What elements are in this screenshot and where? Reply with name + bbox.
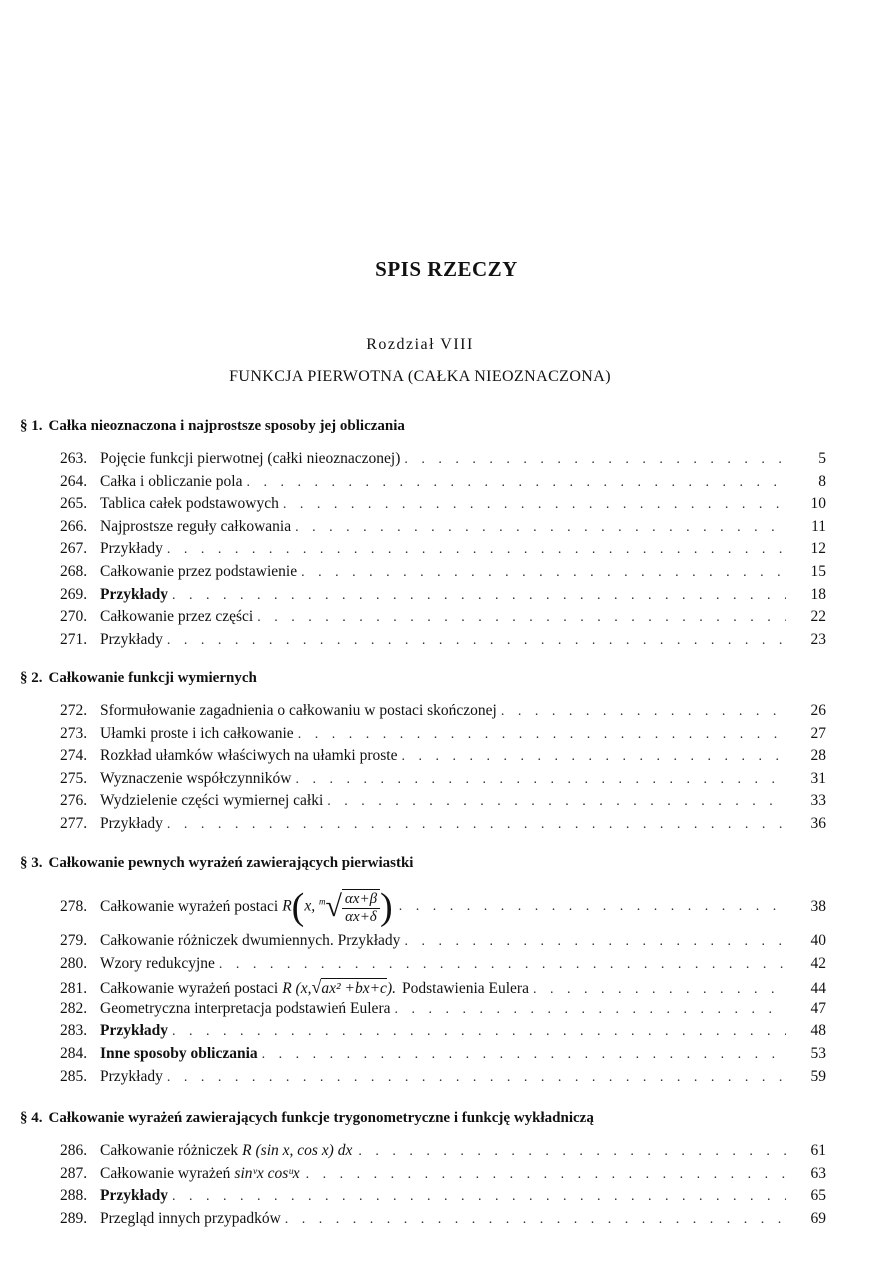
entry-number: 268. <box>60 562 88 580</box>
entry-label-after: Podstawienia Eulera <box>401 980 529 998</box>
chapter-title: FUNKCJA PIERWOTNA (CAŁKA NIEOZNACZONA) <box>229 368 611 385</box>
entry-label: Całkowanie różniczek dwumiennych. Przykłady <box>100 932 401 949</box>
entry-label: Geometryczna interpretacja podstawień Eulera <box>100 999 391 1017</box>
fraction-numerator: αx+β <box>342 891 380 909</box>
entry-page: 23 <box>810 630 826 648</box>
chapter-label: Rozdział VIII <box>366 336 474 353</box>
entry-label: Ułamki proste i ich całkowanie <box>100 724 294 742</box>
root-index: m <box>318 896 326 907</box>
entry-label: Tablica całek podstawowych <box>100 495 279 513</box>
fraction <box>342 889 380 926</box>
leader-dots <box>404 452 786 468</box>
entry-label: Rozkład ułamków właściwych na ułamki proste <box>100 747 398 765</box>
entry-number: 271. <box>60 630 88 648</box>
toc-entry[interactable] <box>60 1142 826 1165</box>
section-heading <box>20 1110 594 1127</box>
entry-page: 15 <box>810 562 826 580</box>
entry-page: 40 <box>810 932 826 949</box>
entry-label: Inne sposoby obliczania <box>100 1044 258 1062</box>
toc-entry[interactable] <box>60 1045 826 1068</box>
entry-page: 61 <box>810 1142 826 1159</box>
leader-dots <box>285 1212 786 1228</box>
entry-page: 18 <box>810 585 826 603</box>
toc-entry[interactable] <box>60 882 826 932</box>
entry-page: 44 <box>810 980 826 998</box>
toc-entry[interactable] <box>60 1165 826 1188</box>
entry-label: Całkowanie przez podstawienie <box>100 562 298 580</box>
entry-page: 31 <box>810 769 826 787</box>
toc-entry[interactable] <box>60 518 826 541</box>
leader-dots <box>394 1002 786 1018</box>
entry-page: 12 <box>810 540 826 558</box>
leader-dots <box>358 1144 786 1160</box>
entry-number: 270. <box>60 608 88 626</box>
right-paren: ) <box>380 886 393 928</box>
formula-suffix: ). <box>386 980 396 998</box>
toc-entry[interactable] <box>60 792 826 815</box>
entry-page: 63 <box>810 1164 826 1182</box>
entry-label: Najprostsze reguły całkowania <box>100 517 292 535</box>
section-heading <box>20 418 405 435</box>
entry-page: 38 <box>810 898 826 915</box>
entry-number: 289. <box>60 1209 88 1227</box>
entry-number: 263. <box>60 450 88 467</box>
entry-label: Całkowanie wyrażeń postaci <box>100 980 279 998</box>
fraction-denominator: αx+δ <box>345 908 377 925</box>
leader-dots <box>301 565 786 581</box>
leader-dots <box>167 542 786 558</box>
entry-label: Całkowanie wyrażeń postaci <box>100 898 279 915</box>
entry-number: 267. <box>60 540 88 558</box>
formula-symbol: R <box>282 897 292 915</box>
leader-dots <box>283 497 786 513</box>
leader-dots <box>262 1047 786 1063</box>
leader-dots <box>257 610 786 626</box>
entry-page: 8 <box>818 472 826 490</box>
section-title: Całkowanie wyrażeń zawierających funkcje trygonometryczne i funkcję wykładniczą <box>48 1110 594 1126</box>
entry-label: Wzory redukcyjne <box>100 954 215 972</box>
toc-entry[interactable] <box>60 1022 826 1045</box>
entry-page: 36 <box>810 814 826 832</box>
toc-entry[interactable] <box>60 747 826 770</box>
leader-dots <box>167 817 786 833</box>
entry-number: 276. <box>60 792 88 810</box>
entry-number: 266. <box>60 517 88 535</box>
toc-entry[interactable] <box>60 495 826 518</box>
entry-number: 272. <box>60 702 88 719</box>
entry-page: 28 <box>810 747 826 765</box>
left-paren: ( <box>291 886 305 928</box>
toc-entry[interactable] <box>60 631 826 654</box>
section-title: Całkowanie pewnych wyrażeń zawierających pierwiastki <box>48 855 414 871</box>
entry-number: 277. <box>60 814 88 832</box>
entry-page: 47 <box>810 999 826 1017</box>
entry-number: 264. <box>60 472 88 490</box>
entry-label: Pojęcie funkcji pierwotnej (całki nieoznaczonej) <box>100 450 401 467</box>
entry-label: Wydzielenie części wymiernej całki <box>100 792 324 810</box>
entry-page: 11 <box>811 517 826 535</box>
toc-entry[interactable] <box>60 563 826 586</box>
entry-label: Całkowanie wyrażeń <box>100 1164 231 1182</box>
entry-label: Całka i obliczanie pola <box>100 472 243 490</box>
section-entries <box>60 450 826 653</box>
entry-label: Przykłady <box>100 540 163 558</box>
entry-label: Całkowanie przez części <box>100 608 254 626</box>
entry-page: 5 <box>818 450 826 467</box>
entry-number: 275. <box>60 769 88 787</box>
entry-label: Wyznaczenie współczynników <box>100 769 292 787</box>
section-title: Całkowanie funkcji wymiernych <box>48 670 257 686</box>
entry-label: Przykłady <box>100 1187 169 1205</box>
entry-page: 27 <box>810 724 826 742</box>
toc-entry[interactable] <box>60 586 826 609</box>
formula-prefix: R (x, <box>282 980 312 998</box>
leader-dots <box>172 1189 786 1205</box>
toc-entry[interactable] <box>60 450 826 473</box>
section-entries <box>60 1142 826 1232</box>
section-number: § 1. <box>20 418 43 434</box>
section-entries <box>60 702 826 838</box>
leader-dots <box>219 957 786 973</box>
entry-number: 284. <box>60 1044 88 1062</box>
entry-page: 65 <box>810 1187 826 1205</box>
formula-variable: x, <box>304 897 316 915</box>
entry-number: 265. <box>60 495 88 513</box>
leader-dots <box>172 1024 786 1040</box>
entry-number: 279. <box>60 932 88 949</box>
toc-entry[interactable] <box>60 815 826 838</box>
root-sign: √ <box>311 977 322 998</box>
section-number: § 2. <box>20 670 43 686</box>
toc-entry[interactable] <box>60 473 826 496</box>
entry-page: 48 <box>810 1022 826 1040</box>
entry-number: 269. <box>60 585 88 603</box>
formula <box>282 888 399 926</box>
entry-label: Przykłady <box>100 814 163 832</box>
entry-label: Przykłady <box>100 630 163 648</box>
entry-number: 281. <box>60 980 88 998</box>
toc-entry[interactable] <box>60 608 826 631</box>
section-entries <box>60 882 826 1090</box>
entry-label: Całkowanie różniczek <box>100 1142 239 1159</box>
section-number: § 3. <box>20 855 43 871</box>
formula: sinᵛx cosᵘx <box>234 1164 300 1182</box>
entry-label: Przegląd innych przypadków <box>100 1209 281 1227</box>
leader-dots <box>298 727 786 743</box>
root-sign: √ <box>325 890 342 923</box>
entry-page: 10 <box>810 495 826 513</box>
leader-dots <box>167 1070 786 1086</box>
toc-entry[interactable] <box>60 725 826 748</box>
entry-page: 69 <box>810 1209 826 1227</box>
section-number: § 4. <box>20 1110 43 1126</box>
toc-entry[interactable] <box>60 1068 826 1091</box>
entry-number: 285. <box>60 1067 88 1085</box>
entry-number: 282. <box>60 999 88 1017</box>
section-heading <box>20 670 257 687</box>
leader-dots <box>172 588 786 604</box>
leader-dots <box>533 982 786 998</box>
entry-number: 273. <box>60 724 88 742</box>
formula-radicand: ax² +bx+c <box>321 980 387 998</box>
leader-dots <box>404 934 786 950</box>
leader-dots <box>501 704 786 720</box>
toc-entry[interactable] <box>60 1210 826 1233</box>
entry-number: 283. <box>60 1022 88 1040</box>
toc-entry[interactable] <box>60 955 826 978</box>
leader-dots <box>327 794 786 810</box>
toc-entry[interactable] <box>60 540 826 563</box>
toc-entry[interactable] <box>60 1000 826 1023</box>
entry-page: 22 <box>810 608 826 626</box>
entry-number: 287. <box>60 1164 88 1182</box>
toc-entry[interactable] <box>60 977 826 1000</box>
entry-number: 286. <box>60 1142 88 1159</box>
toc-entry[interactable] <box>60 770 826 793</box>
entry-page: 26 <box>810 702 826 719</box>
entry-label: Sformułowanie zagadnienia o całkowaniu w postaci skończonej <box>100 702 497 719</box>
entry-number: 278. <box>60 898 88 915</box>
entry-page: 53 <box>810 1044 826 1062</box>
entry-label: Przykłady <box>100 1067 163 1085</box>
leader-dots <box>246 475 786 491</box>
entry-page: 42 <box>810 954 826 972</box>
leader-dots <box>399 899 786 915</box>
toc-entry[interactable] <box>60 932 826 955</box>
page-title: SPIS RZECZY <box>375 257 518 281</box>
toc-entry[interactable] <box>60 702 826 725</box>
entry-page: 59 <box>810 1067 826 1085</box>
entry-page: 33 <box>810 792 826 810</box>
toc-entry[interactable] <box>60 1187 826 1210</box>
entry-label: Przykłady <box>100 585 169 603</box>
leader-dots <box>401 749 786 765</box>
leader-dots <box>167 633 786 649</box>
entry-number: 288. <box>60 1187 88 1205</box>
section-title: Całka nieoznaczona i najprostsze sposoby jej obliczania <box>48 418 405 434</box>
leader-dots <box>306 1167 786 1183</box>
entry-number: 274. <box>60 747 88 765</box>
formula: R (sin x, cos x) dx <box>242 1142 353 1159</box>
entry-number: 280. <box>60 954 88 972</box>
section-heading <box>20 855 413 872</box>
entry-label: Przykłady <box>100 1022 169 1040</box>
leader-dots <box>295 772 786 788</box>
leader-dots <box>295 520 786 536</box>
